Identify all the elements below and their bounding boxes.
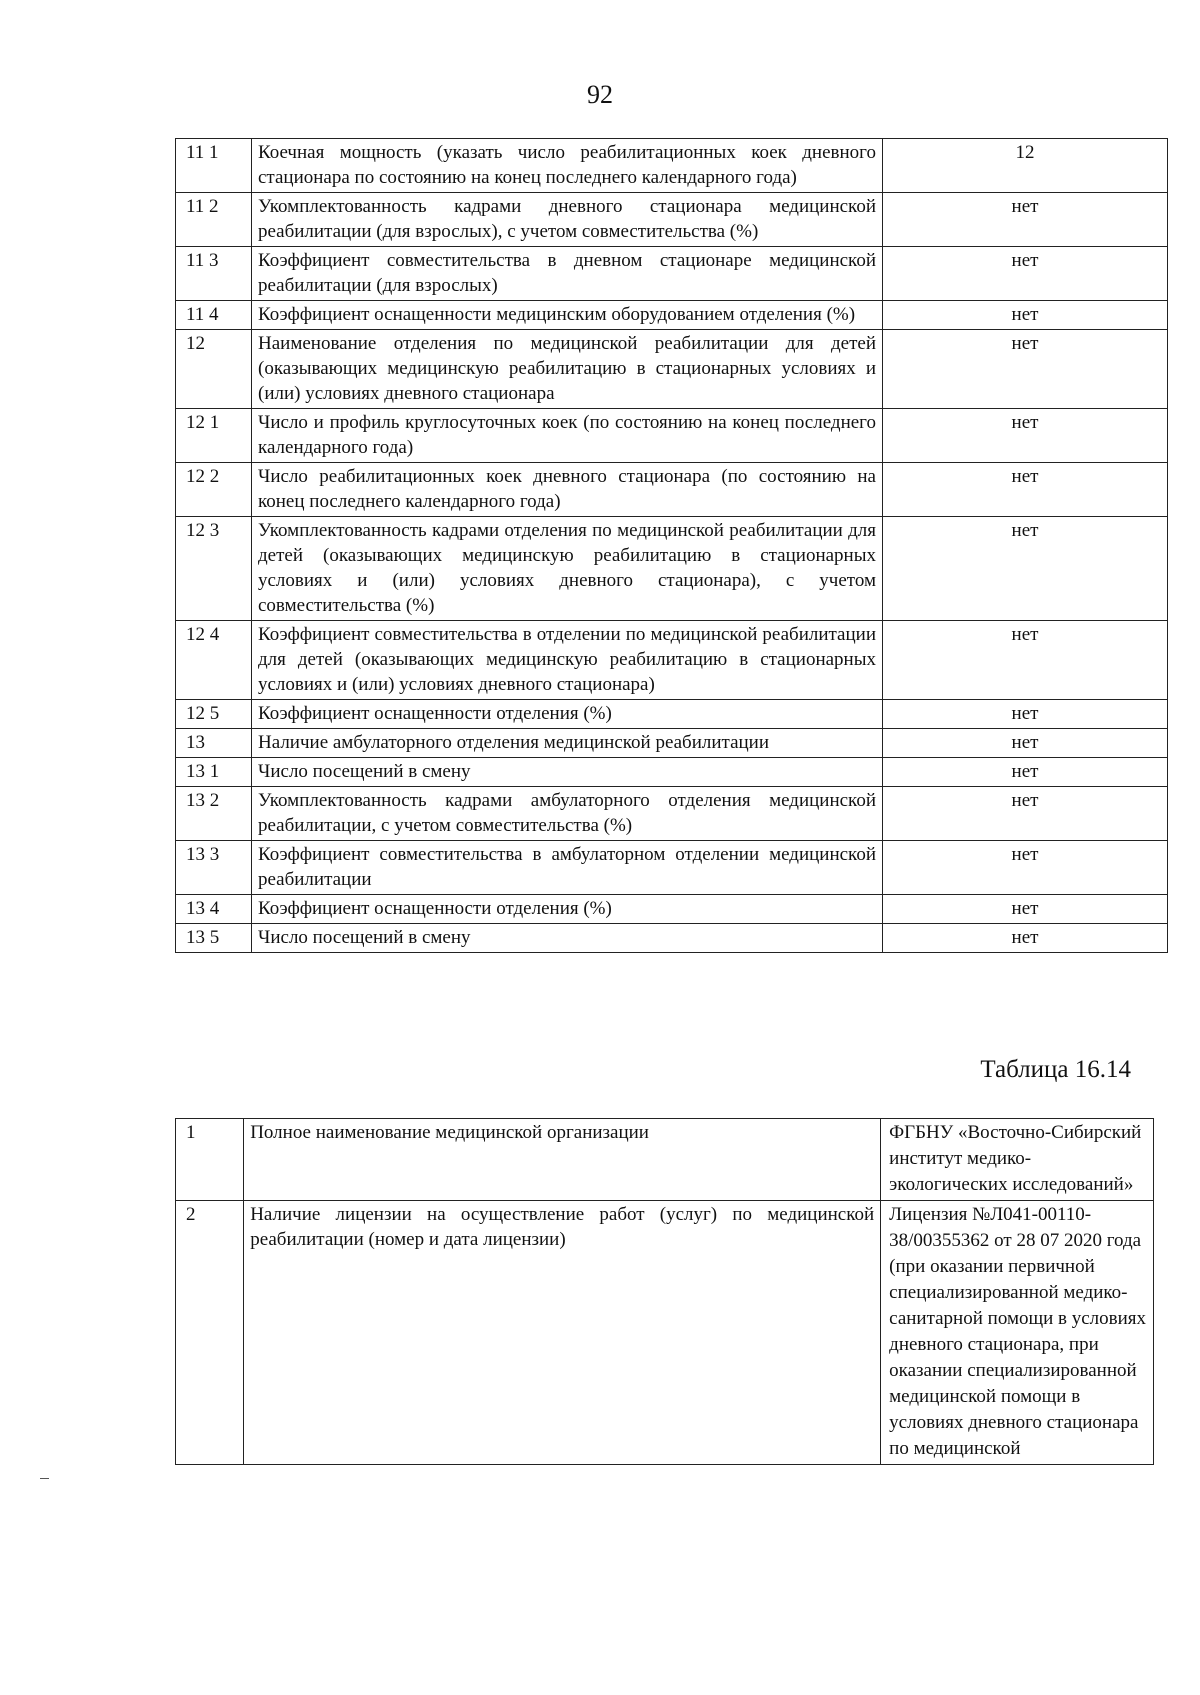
row-number-cell: 12 4 (176, 621, 252, 700)
row-number-cell: 12 2 (176, 463, 252, 517)
table-row (176, 409, 1168, 463)
table-row (176, 1119, 1154, 1201)
row-number-cell: 12 3 (176, 517, 252, 621)
row-number-cell: 12 5 (176, 700, 252, 729)
table-row (176, 700, 1168, 729)
margin-mark (40, 1478, 49, 1479)
row-value-cell: нет (883, 787, 1168, 841)
table-row (176, 1201, 1154, 1465)
row-value-cell: нет (883, 700, 1168, 729)
table-row (176, 841, 1168, 895)
row-number-cell: 13 4 (176, 895, 252, 924)
table-row (176, 193, 1168, 247)
row-description-cell: Число посещений в смену (252, 758, 883, 787)
row-description-cell: Коэффициент совместительства в дневном стационаре медицинской реабилитации (для взрослых) (252, 247, 883, 301)
row-number-cell: 2 (176, 1201, 244, 1465)
row-value-cell: нет (883, 330, 1168, 409)
row-description-cell: Коечная мощность (указать число реабилитационных коек дневного стационара по состоянию на конец последнего календарного года) (252, 139, 883, 193)
row-number-cell: 12 1 (176, 409, 252, 463)
row-number-cell: 13 1 (176, 758, 252, 787)
row-description-cell: Полное наименование медицинской организации (244, 1119, 881, 1201)
row-value-cell: нет (883, 924, 1168, 953)
row-value-cell: нет (883, 301, 1168, 330)
row-description-cell: Коэффициент оснащенности отделения (%) (252, 700, 883, 729)
row-description-cell: Наличие амбулаторного отделения медицинской реабилитации (252, 729, 883, 758)
row-value-cell: 12 (883, 139, 1168, 193)
table-row (176, 621, 1168, 700)
row-number-cell: 12 (176, 330, 252, 409)
row-description-cell: Укомплектованность кадрами отделения по медицинской реабилитации для детей (оказывающих медицинскую реабилитацию в стационарных условиях и (или) условиях дневного стационара), с учетом совместительства (%) (252, 517, 883, 621)
row-description-cell: Укомплектованность кадрами амбулаторного отделения медицинской реабилитации, с учетом совместительства (%) (252, 787, 883, 841)
table-row (176, 463, 1168, 517)
table-row (176, 139, 1168, 193)
row-description-cell: Наименование отделения по медицинской реабилитации для детей (оказывающих медицинскую реабилитацию в стационарных условиях и (или) условиях дневного стационара (252, 330, 883, 409)
row-number-cell: 11 1 (176, 139, 252, 193)
row-number-cell: 11 2 (176, 193, 252, 247)
table-row (176, 729, 1168, 758)
row-value-cell: Лицензия №Л041-00110-38/00355362 от 28 07 2020 года (при оказании первичной специализированной медико-санитарной помощи в условиях дневного стационара, при оказании специализированной медицинской помощи в условиях дневного стационара по медицинской (881, 1201, 1154, 1465)
row-description-cell: Укомплектованность кадрами дневного стационара медицинской реабилитации (для взрослых), с учетом совместительства (%) (252, 193, 883, 247)
organization-table (175, 1118, 1154, 1465)
row-value-cell: нет (883, 463, 1168, 517)
row-value-cell: нет (883, 895, 1168, 924)
row-value-cell: нет (883, 409, 1168, 463)
table-row (176, 787, 1168, 841)
table-row (176, 330, 1168, 409)
row-number-cell: 13 (176, 729, 252, 758)
row-value-cell: нет (883, 517, 1168, 621)
row-description-cell: Коэффициент совместительства в амбулаторном отделении медицинской реабилитации (252, 841, 883, 895)
table-row (176, 758, 1168, 787)
table-caption: Таблица 16.14 (980, 1056, 1131, 1083)
row-value-cell: нет (883, 193, 1168, 247)
table-row (176, 247, 1168, 301)
row-description-cell: Коэффициент оснащенности отделения (%) (252, 895, 883, 924)
row-number-cell: 11 4 (176, 301, 252, 330)
row-description-cell: Число реабилитационных коек дневного стационара (по состоянию на конец последнего календарного года) (252, 463, 883, 517)
row-number-cell: 13 2 (176, 787, 252, 841)
indicators-table (175, 138, 1168, 953)
row-value-cell: нет (883, 247, 1168, 301)
row-value-cell: нет (883, 729, 1168, 758)
row-value-cell: нет (883, 621, 1168, 700)
table-row (176, 301, 1168, 330)
row-description-cell: Число посещений в смену (252, 924, 883, 953)
row-value-cell: нет (883, 758, 1168, 787)
table-row (176, 895, 1168, 924)
row-description-cell: Наличие лицензии на осуществление работ (услуг) по медицинской реабилитации (номер и дата лицензии) (244, 1201, 881, 1465)
page-number: 92 (587, 80, 613, 109)
row-description-cell: Коэффициент совместительства в отделении по медицинской реабилитации для детей (оказывающих медицинскую реабилитацию в стационарных условиях и (или) условиях дневного стационара) (252, 621, 883, 700)
table-row (176, 517, 1168, 621)
row-number-cell: 13 3 (176, 841, 252, 895)
row-number-cell: 11 3 (176, 247, 252, 301)
table-row (176, 924, 1168, 953)
row-description-cell: Число и профиль круглосуточных коек (по состоянию на конец последнего календарного года) (252, 409, 883, 463)
row-value-cell: ФГБНУ «Восточно-Сибирский институт медико-экологических исследований» (881, 1119, 1154, 1201)
row-number-cell: 1 (176, 1119, 244, 1201)
row-value-cell: нет (883, 841, 1168, 895)
row-number-cell: 13 5 (176, 924, 252, 953)
row-description-cell: Коэффициент оснащенности медицинским оборудованием отделения (%) (252, 301, 883, 330)
